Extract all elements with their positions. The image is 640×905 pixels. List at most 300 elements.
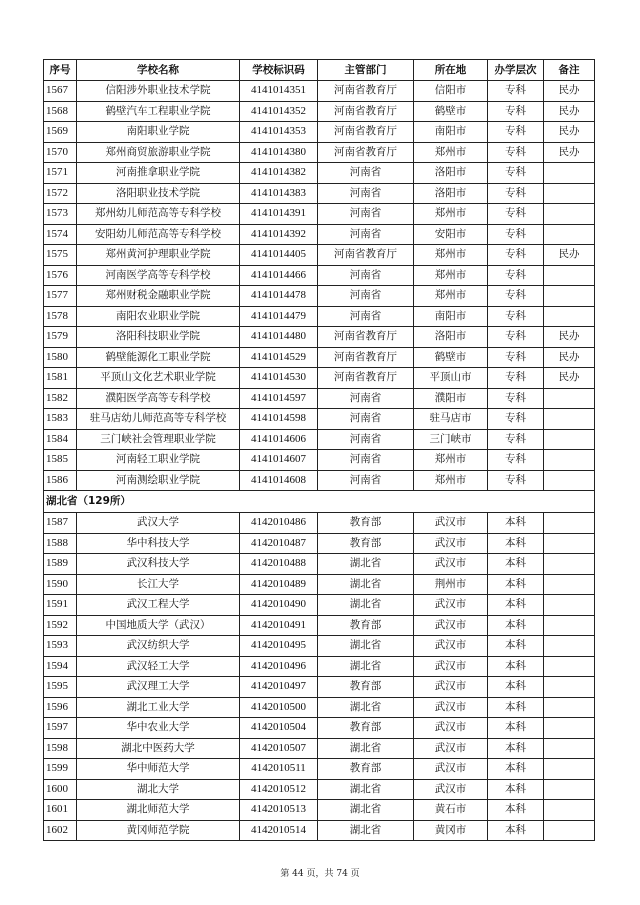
cell-location: 郑州市 xyxy=(414,286,488,307)
cell-level: 专科 xyxy=(488,470,544,491)
table-row xyxy=(44,656,595,677)
cell-school-code: 4141014466 xyxy=(240,265,318,286)
cell-school-name: 湖北大学 xyxy=(77,779,240,800)
section-row xyxy=(44,491,595,513)
cell-department: 河南省 xyxy=(318,470,414,491)
table-row xyxy=(44,368,595,389)
cell-school-name: 武汉工程大学 xyxy=(77,595,240,616)
table-row xyxy=(44,718,595,739)
table-row xyxy=(44,513,595,534)
cell-school-name: 武汉理工大学 xyxy=(77,677,240,698)
cell-school-name: 黄冈师范学院 xyxy=(77,820,240,841)
cell-location: 郑州市 xyxy=(414,450,488,471)
cell-school-code: 4142010496 xyxy=(240,656,318,677)
cell-location: 鹤壁市 xyxy=(414,347,488,368)
cell-level: 专科 xyxy=(488,347,544,368)
cell-school-name: 南阳农业职业学院 xyxy=(77,306,240,327)
cell-note xyxy=(544,656,595,677)
cell-seq: 1594 xyxy=(44,656,77,677)
cell-school-name: 驻马店幼儿师范高等专科学校 xyxy=(77,409,240,430)
cell-school-name: 安阳幼儿师范高等专科学校 xyxy=(77,224,240,245)
cell-level: 专科 xyxy=(488,450,544,471)
cell-note xyxy=(544,697,595,718)
cell-school-name: 南阳职业学院 xyxy=(77,122,240,143)
cell-note: 民办 xyxy=(544,368,595,389)
cell-department: 湖北省 xyxy=(318,554,414,575)
cell-level: 专科 xyxy=(488,368,544,389)
cell-note xyxy=(544,450,595,471)
cell-note xyxy=(544,677,595,698)
cell-seq: 1574 xyxy=(44,224,77,245)
cell-school-code: 4142010490 xyxy=(240,595,318,616)
cell-note xyxy=(544,224,595,245)
cell-school-name: 湖北工业大学 xyxy=(77,697,240,718)
table-row xyxy=(44,347,595,368)
cell-school-name: 河南轻工职业学院 xyxy=(77,450,240,471)
cell-level: 本科 xyxy=(488,759,544,780)
cell-level: 专科 xyxy=(488,183,544,204)
cell-location: 武汉市 xyxy=(414,554,488,575)
cell-school-name: 郑州幼儿师范高等专科学校 xyxy=(77,204,240,225)
cell-department: 湖北省 xyxy=(318,656,414,677)
cell-seq: 1597 xyxy=(44,718,77,739)
cell-seq: 1582 xyxy=(44,388,77,409)
cell-seq: 1580 xyxy=(44,347,77,368)
cell-level: 专科 xyxy=(488,286,544,307)
cell-note xyxy=(544,429,595,450)
cell-level: 专科 xyxy=(488,101,544,122)
page-footer: 第 44 页，共 74 页 xyxy=(280,869,360,879)
table-row xyxy=(44,574,595,595)
cell-department: 河南省 xyxy=(318,450,414,471)
cell-department: 河南省 xyxy=(318,388,414,409)
cell-department: 河南省教育厅 xyxy=(318,81,414,102)
table-row xyxy=(44,429,595,450)
cell-location: 濮阳市 xyxy=(414,388,488,409)
cell-school-name: 三门峡社会管理职业学院 xyxy=(77,429,240,450)
cell-department: 河南省 xyxy=(318,265,414,286)
cell-school-code: 4141014383 xyxy=(240,183,318,204)
cell-department: 教育部 xyxy=(318,513,414,534)
cell-school-name: 平顶山文化艺术职业学院 xyxy=(77,368,240,389)
cell-seq: 1598 xyxy=(44,738,77,759)
cell-school-code: 4142010507 xyxy=(240,738,318,759)
cell-note xyxy=(544,388,595,409)
cell-level: 专科 xyxy=(488,163,544,184)
header-note: 备注 xyxy=(544,60,595,81)
cell-seq: 1576 xyxy=(44,265,77,286)
school-list-sheet xyxy=(43,59,594,841)
cell-location: 鹤壁市 xyxy=(414,101,488,122)
table-row xyxy=(44,533,595,554)
cell-school-name: 华中农业大学 xyxy=(77,718,240,739)
cell-department: 河南省教育厅 xyxy=(318,327,414,348)
cell-school-code: 4141014405 xyxy=(240,245,318,266)
cell-seq: 1579 xyxy=(44,327,77,348)
cell-location: 武汉市 xyxy=(414,656,488,677)
cell-school-name: 河南医学高等专科学校 xyxy=(77,265,240,286)
table-row xyxy=(44,265,595,286)
cell-school-name: 鹤壁能源化工职业学院 xyxy=(77,347,240,368)
cell-seq: 1575 xyxy=(44,245,77,266)
cell-location: 武汉市 xyxy=(414,513,488,534)
cell-location: 武汉市 xyxy=(414,677,488,698)
cell-level: 本科 xyxy=(488,533,544,554)
cell-school-code: 4142010495 xyxy=(240,636,318,657)
cell-department: 河南省 xyxy=(318,163,414,184)
cell-level: 专科 xyxy=(488,265,544,286)
cell-department: 教育部 xyxy=(318,533,414,554)
cell-school-code: 4141014478 xyxy=(240,286,318,307)
cell-note xyxy=(544,513,595,534)
table-row xyxy=(44,163,595,184)
cell-note xyxy=(544,800,595,821)
cell-school-code: 4141014606 xyxy=(240,429,318,450)
cell-level: 本科 xyxy=(488,615,544,636)
cell-location: 南阳市 xyxy=(414,122,488,143)
cell-note xyxy=(544,615,595,636)
table-row xyxy=(44,409,595,430)
cell-department: 湖北省 xyxy=(318,595,414,616)
cell-school-name: 洛阳科技职业学院 xyxy=(77,327,240,348)
cell-department: 教育部 xyxy=(318,718,414,739)
cell-school-code: 4141014608 xyxy=(240,470,318,491)
cell-school-name: 濮阳医学高等专科学校 xyxy=(77,388,240,409)
cell-seq: 1589 xyxy=(44,554,77,575)
cell-department: 教育部 xyxy=(318,615,414,636)
cell-level: 专科 xyxy=(488,409,544,430)
header-level: 办学层次 xyxy=(488,60,544,81)
cell-location: 黄石市 xyxy=(414,800,488,821)
cell-department: 河南省教育厅 xyxy=(318,101,414,122)
cell-note xyxy=(544,470,595,491)
table-row xyxy=(44,636,595,657)
cell-school-code: 4142010504 xyxy=(240,718,318,739)
cell-location: 郑州市 xyxy=(414,470,488,491)
cell-location: 黄冈市 xyxy=(414,820,488,841)
cell-level: 本科 xyxy=(488,779,544,800)
table-row xyxy=(44,388,595,409)
cell-note xyxy=(544,718,595,739)
cell-school-code: 4142010488 xyxy=(240,554,318,575)
cell-level: 本科 xyxy=(488,554,544,575)
cell-school-name: 武汉纺织大学 xyxy=(77,636,240,657)
table-body-henan xyxy=(44,81,595,491)
table-row xyxy=(44,204,595,225)
cell-school-name: 洛阳职业技术学院 xyxy=(77,183,240,204)
cell-location: 武汉市 xyxy=(414,533,488,554)
cell-location: 平顶山市 xyxy=(414,368,488,389)
cell-school-name: 郑州商贸旅游职业学院 xyxy=(77,142,240,163)
table-row xyxy=(44,245,595,266)
cell-note xyxy=(544,183,595,204)
cell-school-name: 湖北中医药大学 xyxy=(77,738,240,759)
header-seq: 序号 xyxy=(44,60,77,81)
cell-school-code: 4141014351 xyxy=(240,81,318,102)
table-body-hubei xyxy=(44,513,595,841)
cell-level: 本科 xyxy=(488,656,544,677)
table-row xyxy=(44,81,595,102)
cell-level: 专科 xyxy=(488,81,544,102)
cell-location: 武汉市 xyxy=(414,738,488,759)
cell-seq: 1587 xyxy=(44,513,77,534)
cell-note: 民办 xyxy=(544,81,595,102)
cell-school-name: 郑州财税金融职业学院 xyxy=(77,286,240,307)
cell-seq: 1569 xyxy=(44,122,77,143)
cell-location: 武汉市 xyxy=(414,697,488,718)
cell-level: 本科 xyxy=(488,697,544,718)
cell-level: 专科 xyxy=(488,224,544,245)
table-row xyxy=(44,101,595,122)
cell-note xyxy=(544,204,595,225)
cell-level: 本科 xyxy=(488,513,544,534)
cell-note xyxy=(544,554,595,575)
cell-school-code: 4142010512 xyxy=(240,779,318,800)
cell-location: 安阳市 xyxy=(414,224,488,245)
cell-school-code: 4142010491 xyxy=(240,615,318,636)
table-header-row xyxy=(44,60,595,81)
cell-school-code: 4141014530 xyxy=(240,368,318,389)
table-row xyxy=(44,122,595,143)
table-row xyxy=(44,450,595,471)
cell-level: 本科 xyxy=(488,595,544,616)
cell-department: 河南省教育厅 xyxy=(318,368,414,389)
cell-note: 民办 xyxy=(544,122,595,143)
cell-level: 专科 xyxy=(488,388,544,409)
cell-location: 郑州市 xyxy=(414,142,488,163)
table-row xyxy=(44,142,595,163)
cell-school-name: 河南测绘职业学院 xyxy=(77,470,240,491)
table-section xyxy=(44,491,595,513)
cell-seq: 1592 xyxy=(44,615,77,636)
table-row xyxy=(44,327,595,348)
cell-location: 武汉市 xyxy=(414,718,488,739)
cell-department: 湖北省 xyxy=(318,820,414,841)
cell-location: 武汉市 xyxy=(414,779,488,800)
cell-note xyxy=(544,759,595,780)
cell-school-name: 华中科技大学 xyxy=(77,533,240,554)
cell-school-code: 4141014382 xyxy=(240,163,318,184)
cell-level: 专科 xyxy=(488,204,544,225)
cell-note xyxy=(544,636,595,657)
cell-seq: 1571 xyxy=(44,163,77,184)
cell-note: 民办 xyxy=(544,327,595,348)
cell-department: 湖北省 xyxy=(318,800,414,821)
cell-department: 湖北省 xyxy=(318,779,414,800)
table-row xyxy=(44,183,595,204)
cell-seq: 1595 xyxy=(44,677,77,698)
cell-department: 湖北省 xyxy=(318,738,414,759)
cell-level: 专科 xyxy=(488,306,544,327)
cell-seq: 1583 xyxy=(44,409,77,430)
cell-seq: 1570 xyxy=(44,142,77,163)
cell-level: 本科 xyxy=(488,677,544,698)
cell-level: 专科 xyxy=(488,327,544,348)
cell-location: 信阳市 xyxy=(414,81,488,102)
cell-seq: 1590 xyxy=(44,574,77,595)
cell-school-name: 武汉大学 xyxy=(77,513,240,534)
cell-school-name: 中国地质大学（武汉） xyxy=(77,615,240,636)
cell-seq: 1567 xyxy=(44,81,77,102)
cell-department: 河南省 xyxy=(318,286,414,307)
cell-seq: 1591 xyxy=(44,595,77,616)
cell-school-code: 4141014607 xyxy=(240,450,318,471)
cell-level: 本科 xyxy=(488,820,544,841)
cell-department: 河南省 xyxy=(318,306,414,327)
cell-location: 郑州市 xyxy=(414,265,488,286)
cell-seq: 1593 xyxy=(44,636,77,657)
table-row xyxy=(44,224,595,245)
cell-school-code: 4142010486 xyxy=(240,513,318,534)
cell-level: 本科 xyxy=(488,574,544,595)
cell-school-name: 信阳涉外职业技术学院 xyxy=(77,81,240,102)
cell-note xyxy=(544,163,595,184)
cell-school-name: 湖北师范大学 xyxy=(77,800,240,821)
cell-school-name: 郑州黄河护理职业学院 xyxy=(77,245,240,266)
cell-seq: 1578 xyxy=(44,306,77,327)
cell-note: 民办 xyxy=(544,347,595,368)
cell-department: 河南省 xyxy=(318,409,414,430)
cell-school-name: 武汉轻工大学 xyxy=(77,656,240,677)
cell-department: 河南省教育厅 xyxy=(318,245,414,266)
table-row xyxy=(44,677,595,698)
cell-school-code: 4142010497 xyxy=(240,677,318,698)
table-row xyxy=(44,759,595,780)
cell-department: 河南省教育厅 xyxy=(318,347,414,368)
cell-seq: 1599 xyxy=(44,759,77,780)
cell-seq: 1568 xyxy=(44,101,77,122)
cell-note xyxy=(544,306,595,327)
cell-location: 洛阳市 xyxy=(414,183,488,204)
cell-department: 河南省教育厅 xyxy=(318,122,414,143)
table-row xyxy=(44,554,595,575)
cell-note xyxy=(544,265,595,286)
cell-school-code: 4141014598 xyxy=(240,409,318,430)
cell-school-code: 4141014529 xyxy=(240,347,318,368)
table-row xyxy=(44,470,595,491)
cell-school-code: 4142010513 xyxy=(240,800,318,821)
school-table xyxy=(43,59,595,841)
cell-seq: 1581 xyxy=(44,368,77,389)
cell-seq: 1585 xyxy=(44,450,77,471)
cell-level: 专科 xyxy=(488,122,544,143)
cell-note: 民办 xyxy=(544,245,595,266)
cell-department: 河南省教育厅 xyxy=(318,142,414,163)
cell-location: 武汉市 xyxy=(414,615,488,636)
cell-seq: 1588 xyxy=(44,533,77,554)
table-row xyxy=(44,697,595,718)
table-row xyxy=(44,306,595,327)
cell-school-code: 4141014353 xyxy=(240,122,318,143)
cell-level: 专科 xyxy=(488,142,544,163)
cell-seq: 1601 xyxy=(44,800,77,821)
cell-seq: 1584 xyxy=(44,429,77,450)
header-department: 主管部门 xyxy=(318,60,414,81)
cell-seq: 1586 xyxy=(44,470,77,491)
cell-department: 教育部 xyxy=(318,759,414,780)
header-school-code: 学校标识码 xyxy=(240,60,318,81)
cell-location: 南阳市 xyxy=(414,306,488,327)
cell-department: 河南省 xyxy=(318,224,414,245)
cell-note xyxy=(544,533,595,554)
cell-level: 本科 xyxy=(488,636,544,657)
table-row xyxy=(44,779,595,800)
cell-seq: 1600 xyxy=(44,779,77,800)
cell-location: 郑州市 xyxy=(414,204,488,225)
cell-school-code: 4141014392 xyxy=(240,224,318,245)
cell-level: 专科 xyxy=(488,429,544,450)
cell-level: 本科 xyxy=(488,800,544,821)
cell-school-code: 4142010489 xyxy=(240,574,318,595)
cell-location: 三门峡市 xyxy=(414,429,488,450)
cell-school-name: 河南推拿职业学院 xyxy=(77,163,240,184)
cell-school-code: 4142010500 xyxy=(240,697,318,718)
cell-school-name: 长江大学 xyxy=(77,574,240,595)
cell-school-code: 4142010487 xyxy=(240,533,318,554)
table-row xyxy=(44,615,595,636)
table-row xyxy=(44,595,595,616)
cell-department: 河南省 xyxy=(318,429,414,450)
cell-seq: 1573 xyxy=(44,204,77,225)
cell-note xyxy=(544,595,595,616)
cell-seq: 1577 xyxy=(44,286,77,307)
header-school-name: 学校名称 xyxy=(77,60,240,81)
table-row xyxy=(44,800,595,821)
table-row xyxy=(44,286,595,307)
cell-location: 驻马店市 xyxy=(414,409,488,430)
cell-department: 湖北省 xyxy=(318,697,414,718)
cell-school-code: 4142010514 xyxy=(240,820,318,841)
cell-note xyxy=(544,738,595,759)
cell-school-name: 华中师范大学 xyxy=(77,759,240,780)
cell-school-name: 武汉科技大学 xyxy=(77,554,240,575)
cell-note: 民办 xyxy=(544,101,595,122)
cell-school-code: 4141014479 xyxy=(240,306,318,327)
cell-department: 湖北省 xyxy=(318,636,414,657)
cell-department: 河南省 xyxy=(318,204,414,225)
cell-level: 本科 xyxy=(488,738,544,759)
cell-level: 本科 xyxy=(488,718,544,739)
cell-school-name: 鹤壁汽车工程职业学院 xyxy=(77,101,240,122)
section-title: 湖北省（129所） xyxy=(44,491,595,513)
table-row xyxy=(44,738,595,759)
cell-school-code: 4141014352 xyxy=(240,101,318,122)
cell-note xyxy=(544,779,595,800)
cell-note xyxy=(544,409,595,430)
cell-location: 荆州市 xyxy=(414,574,488,595)
cell-school-code: 4141014380 xyxy=(240,142,318,163)
cell-seq: 1602 xyxy=(44,820,77,841)
cell-location: 洛阳市 xyxy=(414,163,488,184)
cell-location: 武汉市 xyxy=(414,595,488,616)
cell-location: 武汉市 xyxy=(414,636,488,657)
cell-department: 教育部 xyxy=(318,677,414,698)
cell-school-code: 4141014597 xyxy=(240,388,318,409)
cell-school-code: 4141014391 xyxy=(240,204,318,225)
cell-note: 民办 xyxy=(544,142,595,163)
cell-department: 湖北省 xyxy=(318,574,414,595)
cell-location: 洛阳市 xyxy=(414,327,488,348)
cell-location: 郑州市 xyxy=(414,245,488,266)
table-row xyxy=(44,820,595,841)
cell-school-code: 4142010511 xyxy=(240,759,318,780)
cell-level: 专科 xyxy=(488,245,544,266)
cell-note xyxy=(544,286,595,307)
cell-seq: 1596 xyxy=(44,697,77,718)
cell-school-code: 4141014480 xyxy=(240,327,318,348)
cell-location: 武汉市 xyxy=(414,759,488,780)
cell-note xyxy=(544,574,595,595)
